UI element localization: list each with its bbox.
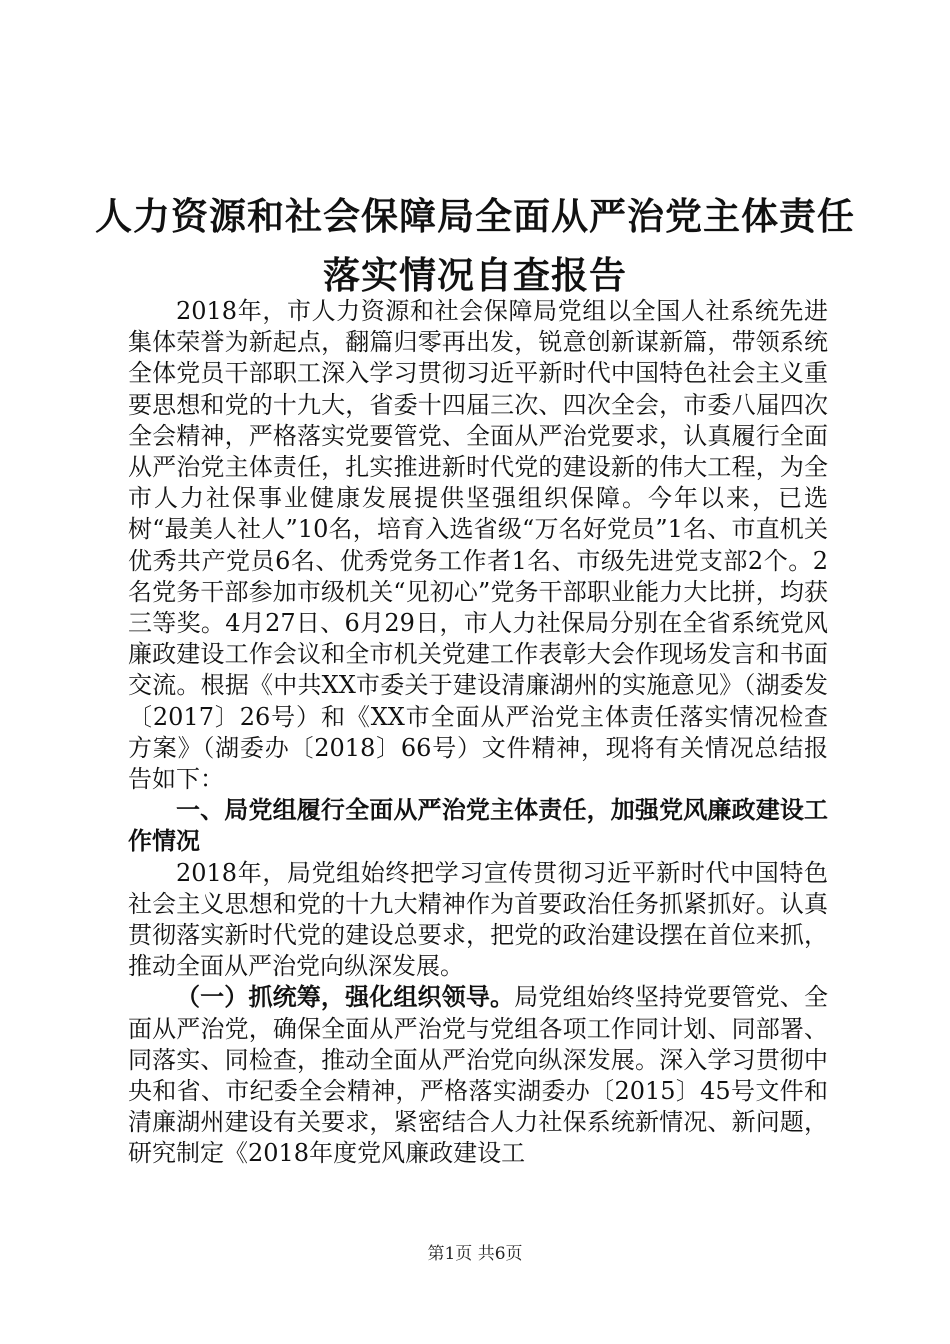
subsection-1-paragraph: [128, 982, 828, 1169]
document-title-line-1: 人力资源和社会保障局全面从严治党主体责任: [95, 195, 855, 238]
page-number-footer: 第1页 共6页: [427, 1244, 523, 1264]
document-body: [128, 296, 828, 1170]
section-1-heading: 一、局党组履行全面从严治党主体责任，加强党风廉政建设工作情况: [128, 796, 828, 856]
subsection-1-text: 局党组始终坚持党要管党、全面从严治党，确保全面从严治党与党组各项工作同计划、同部署、同落实、同检查，推动全面从严治党向纵深发展。深入学习贯彻中央和省、市纪委全会精神，严格落实湖委办〔2015〕45号文件和清廉湖州建设有关要求，紧密结合人力社保系统新情况、新问题，研究制定《2018年度党风廉政建设工: [128, 983, 829, 1168]
document-title-line-2: 落实情况自查报告: [323, 254, 627, 297]
intro-paragraph: 2018年，市人力资源和社会保障局党组以全国人社系统先进集体荣誉为新起点，翻篇归零再出发，锐意创新谋新篇，带领系统全体党员干部职工深入学习贯彻习近平新时代中国特色社会主义重要思想和党的十九大，省委十四届三次、四次全会，市委八届四次全会精神，严格落实党要管党、全面从严治党要求，认真履行全面从严治党主体责任，扎实推进新时代党的建设新的伟大工程，为全市人力社保事业健康发展提供坚强组织保障。今年以来，已选树“最美人社人”10名，培育入选省级“万名好党员”1名、市直机关优秀共产党员6名、优秀党务工作者1名、市级先进党支部2个。2名党务干部参加市级机关“见初心”党务干部职业能力大比拼，均获三等奖。4月27日、6月29日，市人力社保局分别在全省系统党风廉政建设工作会议和全市机关党建工作表彰大会作现场发言和书面交流。根据《中共XX市委关于建设清廉湖州的实施意见》（湖委发〔2017〕26号）和《XX市全面从严治党主体责任落实情况检查方案》（湖委办〔2018〕66号）文件精神，现将有关情况总结报告如下：: [128, 297, 828, 794]
subsection-1-heading: （一）抓统筹，强化组织领导。: [176, 983, 515, 1012]
section-1-paragraph: 2018年，局党组始终把学习宣传贯彻习近平新时代中国特色社会主义思想和党的十九大精神作为首要政治任务抓紧抓好。认真贯彻落实新时代党的建设总要求，把党的政治建设摆在首位来抓，推动全面从严治党向纵深发展。: [128, 858, 828, 981]
